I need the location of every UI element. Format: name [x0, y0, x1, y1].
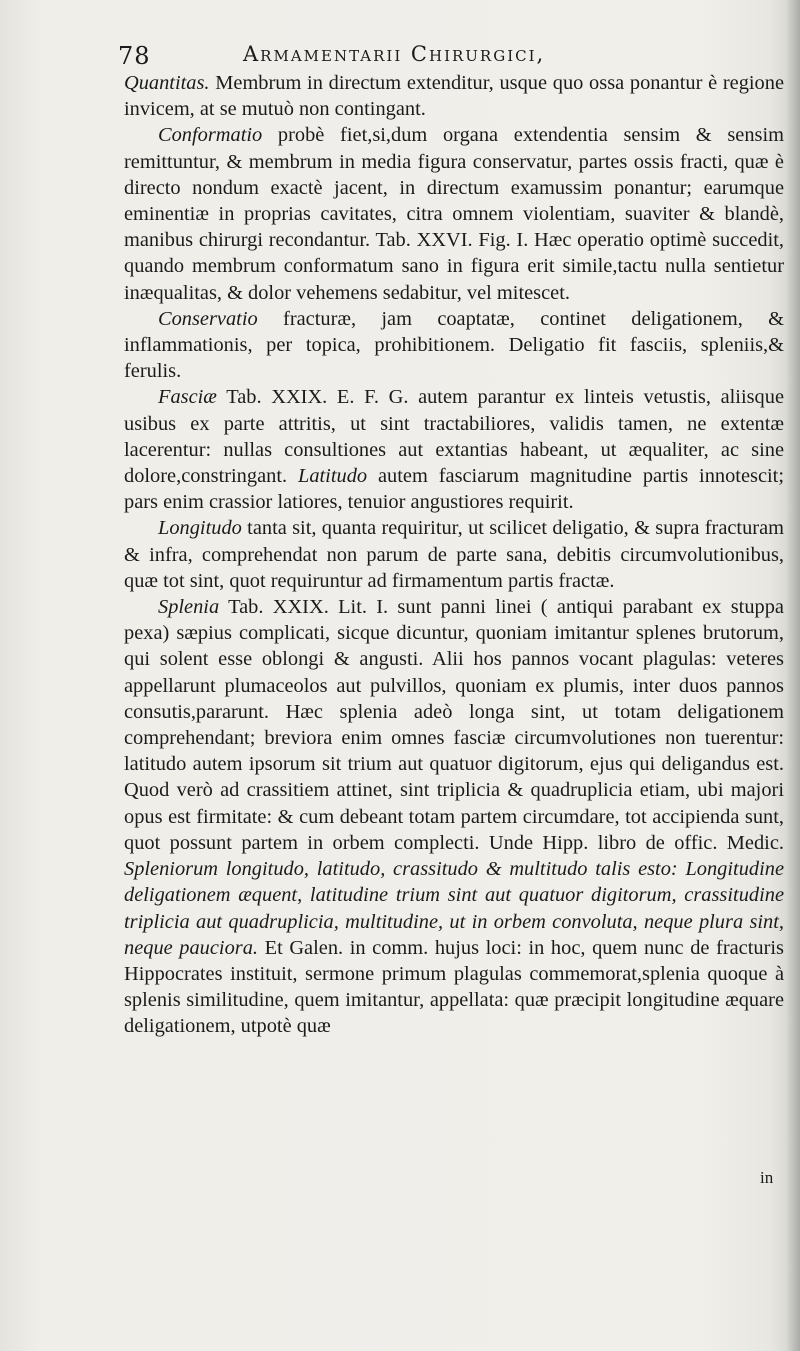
paragraph-longitudo [124, 515, 784, 594]
paragraph-conformatio [124, 122, 784, 305]
paragraph-text-continued: autem fasciarum magnitudine partis innotescit; pars enim crassior latiores, tenuior angustiores requirit. [124, 465, 784, 514]
catchword: in [760, 1168, 774, 1187]
lead-word: Conformatio [158, 124, 263, 147]
paragraph-text: probè fiet,si,dum organa extendentia sensim & sensim remittuntur, & membrum in media figura conservatur, partes ossis fracti, quæ è directo nondum exactè jacent, in directum examussim ponantur; earumque eminentiæ in proprias cavitates, citra omnem violentiam, suaviter & blandè, manibus chirurgi recondantur. Tab. XXVI. Fig. I. Hæc operatio optimè succedit, quando membrum conformatum sano in figura erit simile,tactu nulla sentietur inæqualitas, & dolor vehemens sedabitur, vel mitescet. [124, 124, 784, 304]
hippocrates-quote: Spleniorum longitudo, latitudo, crassitudo & multitudo talis esto: Longitudine deligationem æquent, latitudine trium sint aut quatuor digitorum, crassitudine triplicia aut quadruplicia, multitudine, ut in orbem convoluta, neque plura sint, neque pauciora. [124, 858, 784, 959]
paragraph-fasciae [124, 384, 784, 515]
lead-word: Quantitas. [124, 72, 210, 94]
lead-word: Fasciæ [158, 386, 217, 409]
paragraph-splenia [124, 594, 784, 1039]
paragraph-text: Tab. XXIX. Lit. I. sunt panni linei ( antiqui parabant ex stuppa pexa) sæpius complicati, sicque dicuntur, quoniam imitantur splenes brutorum, qui solent esse oblongi & angusti. Alii hos pannos vocant plagulas: veteres appellarunt plumaceolos aut pulvillos, quoniam ex plumis, inter duos pannos consutis,pararunt. Hæc splenia adeò longa sint, ut totam deligationem comprehendant; breviora enim omnes fasciæ circumvolutiones non tuerentur: latitudo autem ipsorum sit trium aut quatuor digitorum, ejus qui deligandus est. Quod verò ad crassitiem attinet, sint triplicia & quadruplicia etiam, ubi majori opus est firmitate: & cum debeant totam partem circumdare, tot accipienda sunt, quot possunt partem in orbem complecti. Unde Hipp. libro de offic. Medic. [124, 596, 784, 854]
paragraph-text: Membrum in directum extenditur, usque quo ossa ponantur è regione invicem, at se mutuò non contingant. [124, 72, 784, 121]
paragraph-quantitas [124, 70, 784, 122]
page-edge-shadow [786, 0, 800, 1351]
paragraph-text: fracturæ, jam coaptatæ, continet deligationem, & inflammationis, per topica, prohibitionem. Deligatio fit fasciis, spleniis,& ferulis. [124, 307, 784, 383]
lead-word-latitudo: Latitudo [297, 465, 368, 488]
paragraph-conservatio [124, 306, 784, 385]
lead-word: Longitudo [158, 517, 242, 540]
paragraph-text: Tab. XXIX. E. F. G. autem parantur ex linteis vetustis, aliisque usibus ex parte attritis, ut sint tractabiliores, validis tamen, ne extentæ lacerentur: nullas consultiones aut extantias habeant, ut æqualiter, ac sine dolore,constringant. [124, 386, 784, 488]
paragraph-text-continued: Et Galen. in comm. hujus loci: in hoc, quem nunc de fracturis Hippocrates instituit, sermone primum plagulas commemorat,splenia quoque à splenis similitudine, quem imitantur, appellata: quæ præcipit longitudine æquare deligationem, utpotè quæ [124, 936, 784, 1038]
lead-word: Splenia [158, 596, 220, 619]
page-number: 78 [118, 42, 151, 70]
running-title: Armamentarii Chirurgici, [243, 42, 546, 66]
body-text [124, 70, 784, 1040]
paragraph-text: tanta sit, quanta requiritur, ut scilicet deligatio, & supra fracturam & infra, comprehendat non parum de parte sana, debitis circumvolutionibus, quæ tot sint, quot requiruntur ad firmamentum partis fractæ. [124, 517, 784, 592]
lead-word: Conservatio [158, 307, 258, 330]
